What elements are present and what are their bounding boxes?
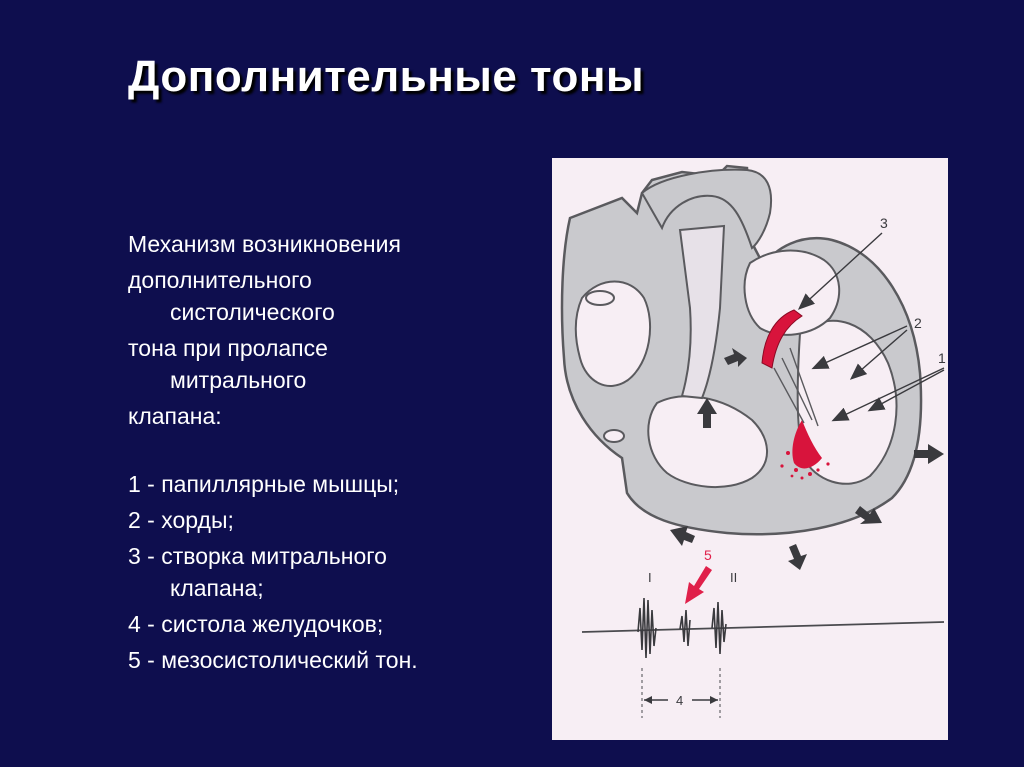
- label-5: 5: [704, 547, 712, 563]
- midsystolic-tone-burst: [680, 610, 690, 646]
- legend-item-mitral-leaflet-cont: клапана;: [170, 575, 264, 601]
- legend-item-ventricular-systole: 4 - систола желудочков;: [128, 611, 384, 637]
- marker-5-arrow: [685, 566, 712, 604]
- label-2: 2: [914, 315, 922, 331]
- mechanism-line-6: клапана:: [128, 403, 222, 429]
- mechanism-line-2: дополнительного: [128, 267, 312, 293]
- systole-arrow-3: [914, 444, 944, 464]
- label-1: 1: [938, 350, 946, 366]
- vessel-opening-1: [586, 291, 614, 305]
- mechanism-line-1: Механизм возникновения: [128, 231, 401, 257]
- mechanism-line-4: тона при пролапсе: [128, 335, 328, 361]
- heart-figure: [552, 158, 948, 740]
- vessel-opening-2: [604, 430, 624, 442]
- label-3: 3: [880, 215, 888, 231]
- mechanism-line-5: митрального: [170, 367, 307, 393]
- phonocardiogram-baseline: [582, 622, 944, 632]
- label-4: 4: [676, 693, 684, 708]
- mechanism-line-3: систолического: [170, 299, 335, 325]
- legend-item-papillary-muscles: 1 - папиллярные мышцы;: [128, 471, 400, 497]
- legend-item-midsystolic-click: 5 - мезосистолический тон.: [128, 647, 418, 673]
- legend-item-chordae: 2 - хорды;: [128, 507, 234, 533]
- heart-diagram: [552, 158, 948, 740]
- legend-item-mitral-leaflet: 3 - створка митрального: [128, 543, 387, 569]
- label-tone-1: I: [648, 570, 652, 585]
- text-block: [128, 228, 548, 676]
- label-tone-2: II: [730, 570, 738, 585]
- slide-title: Дополнительные тоны: [128, 52, 645, 101]
- systole-arrow-5: [788, 544, 807, 570]
- tone-1-burst: [638, 598, 656, 658]
